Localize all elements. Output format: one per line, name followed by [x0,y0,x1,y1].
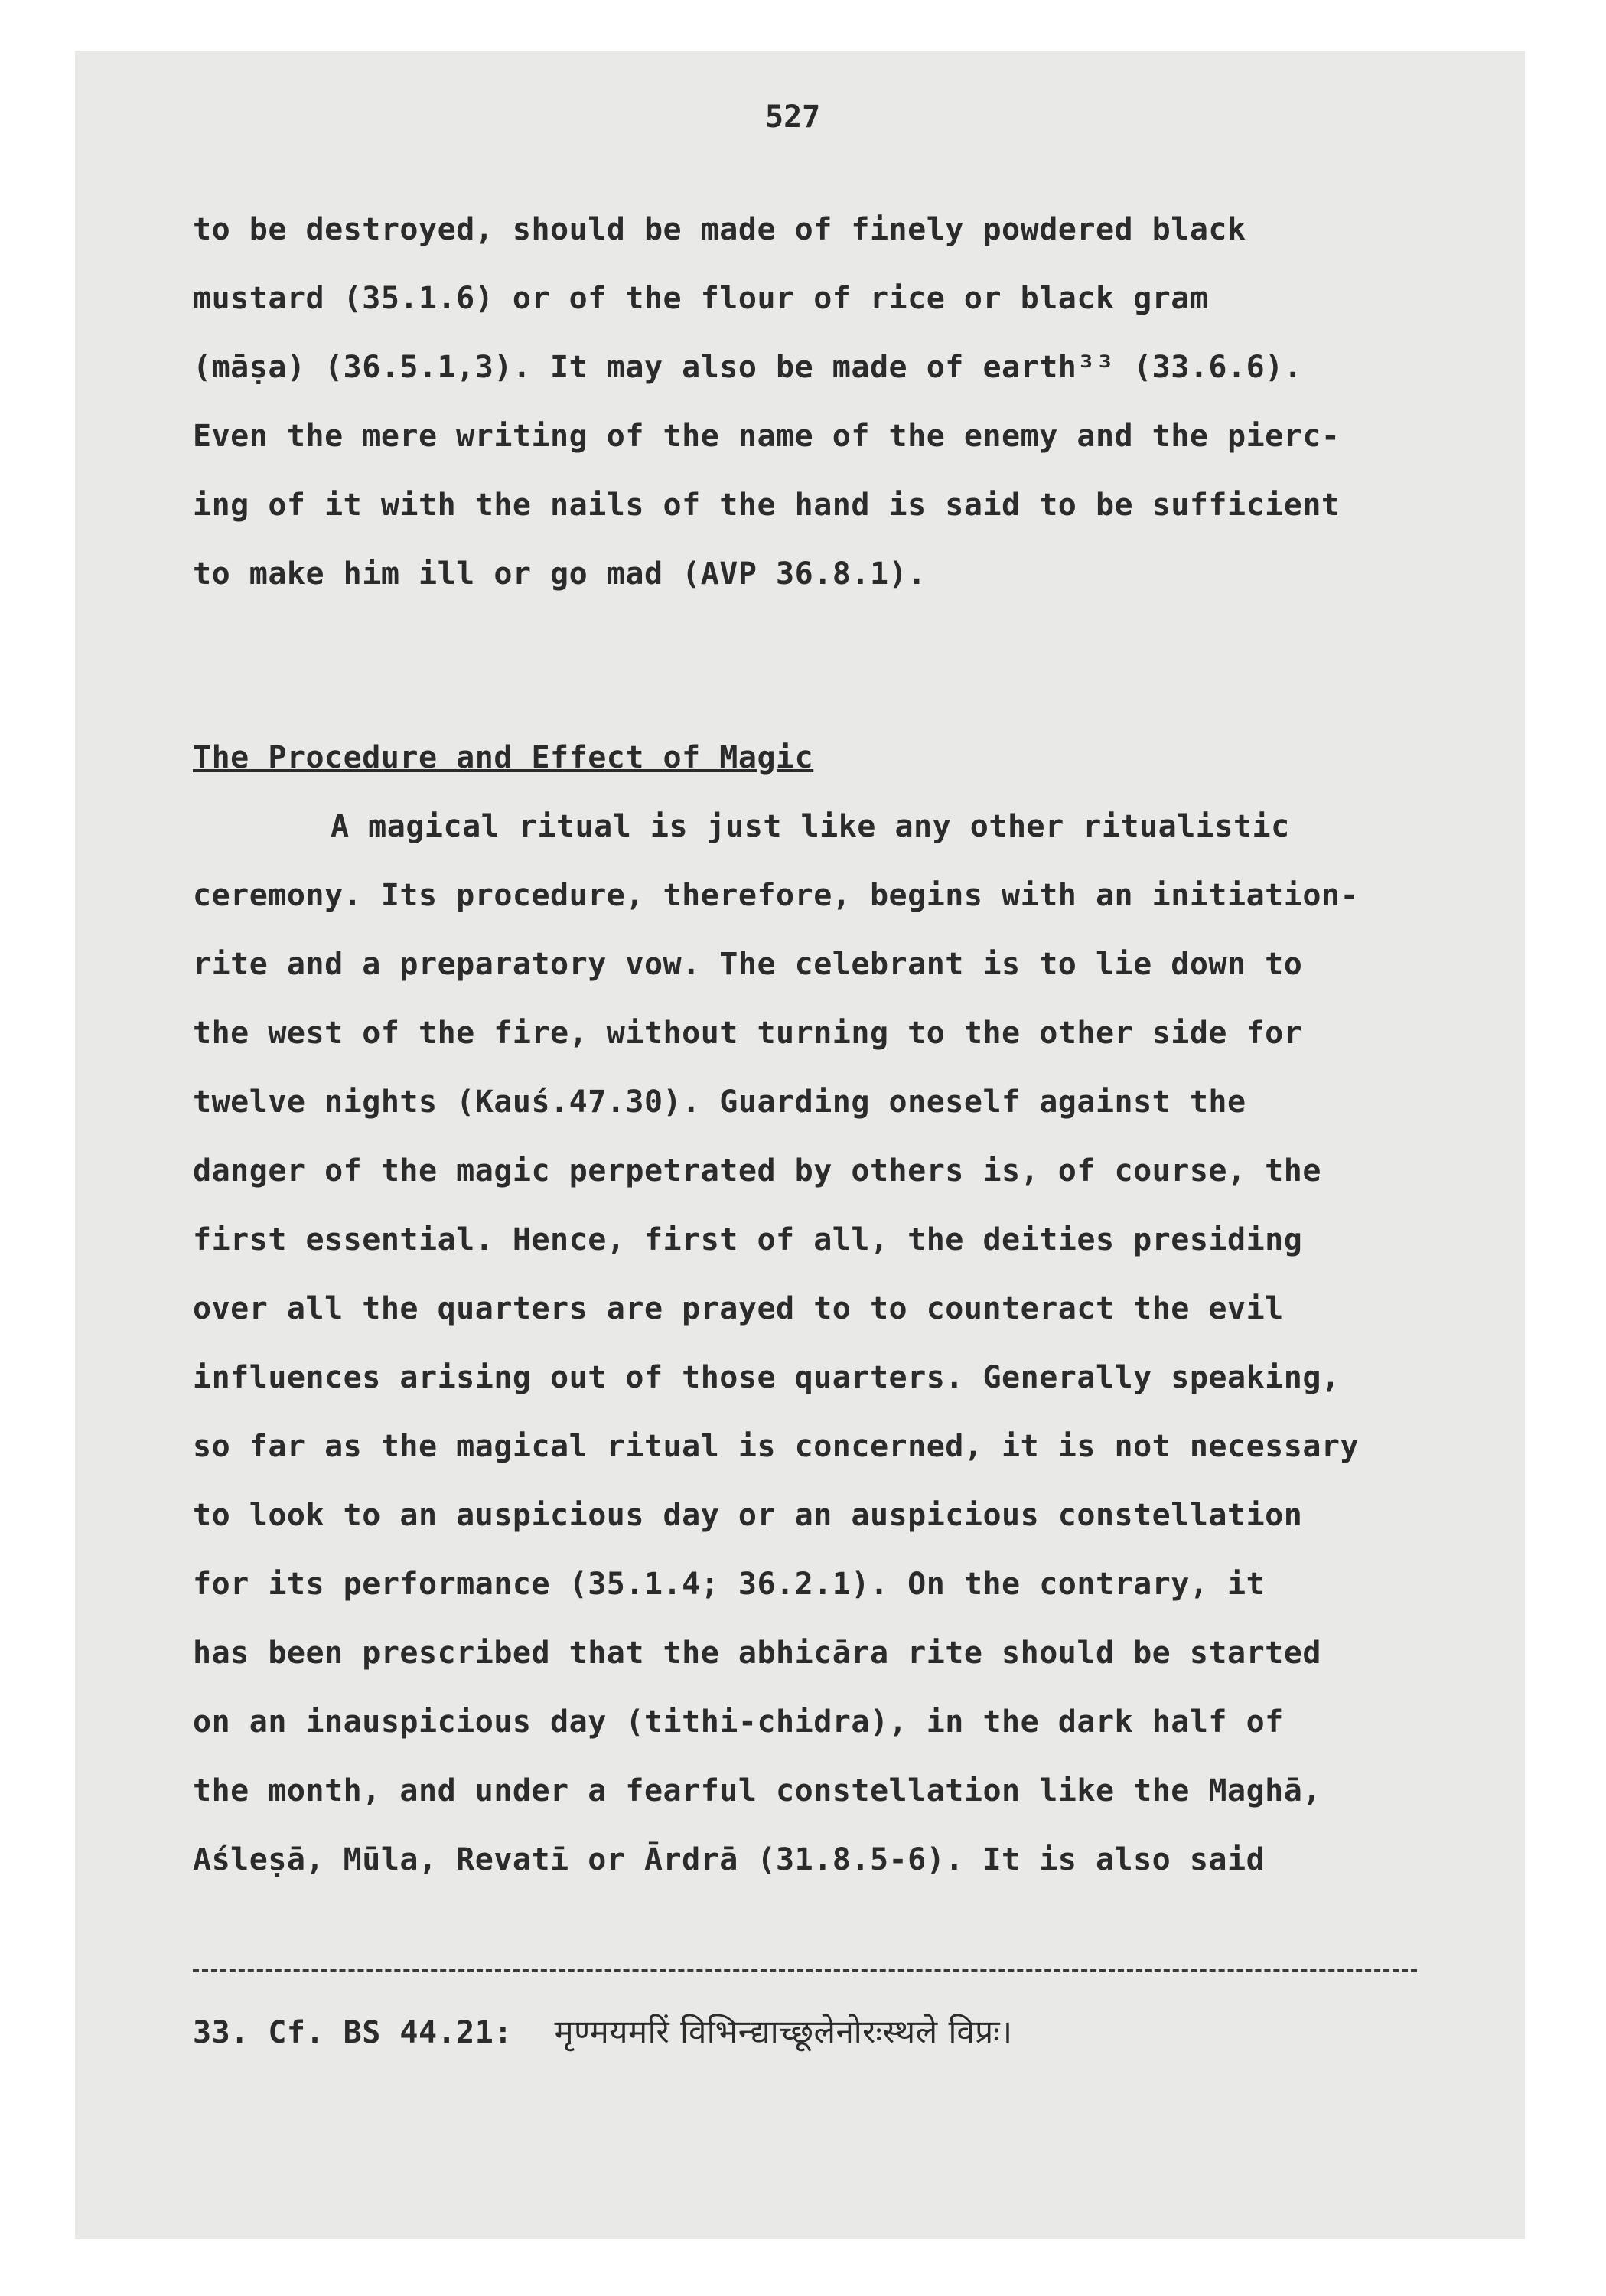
text-line: has been prescribed that the abhicāra rite should be started [193,1636,1321,1671]
text-line: ing of it with the nails of the hand is said to be sufficient [193,488,1341,523]
text-line: to look to an auspicious day or an auspicious constellation [193,1498,1303,1533]
text-line: the west of the fire, without turning to the other side for [193,1016,1303,1051]
footnote [193,1998,1448,2067]
heading-text: The Procedure and Effect of Magic [193,740,814,775]
section-heading [193,723,1448,792]
text-line: to make him ill or go mad (AVP 36.8.1). [193,556,927,592]
text-line: the month, and under a fearful constellation like the Maghā, [193,1773,1321,1808]
paragraph-1 [193,195,1448,608]
text-line: to be destroyed, should be made of finely powdered black [193,212,1246,247]
page-number: 527 [765,99,821,135]
text-line: ceremony. Its procedure, therefore, begins with an initiation- [193,878,1360,913]
text-line: for its performance (35.1.4; 36.2.1). On the contrary, it [193,1567,1266,1602]
footnote-divider [193,1969,1417,1972]
text-line: Even the mere writing of the name of the enemy and the pierc- [193,419,1341,454]
text-line: A magical ritual is just like any other ritualistic [331,809,1290,844]
text-line: over all the quarters are prayed to to counteract the evil [193,1291,1284,1326]
text-line: so far as the magical ritual is concerned, it is not necessary [193,1429,1360,1464]
text-line: twelve nights (Kauś.47.30). Guarding oneself against the [193,1084,1246,1120]
text-line: influences arising out of those quarters. Generally speaking, [193,1360,1341,1395]
text-line: on an inauspicious day (tithi-chidra), in the dark half of [193,1704,1284,1740]
footnote-devanagari-quote: मृण्मयमरिं विभिन्द्याच्छूलेनोरःस्थले विप्रः। [554,2013,1013,2050]
text-line: rite and a preparatory vow. The celebrant is to lie down to [193,947,1303,982]
text-line: first essential. Hence, first of all, the deities presiding [193,1222,1303,1257]
text-line: Aśleṣā, Mūla, Revatī or Ārdrā (31.8.5-6). It is also said [193,1842,1266,1877]
text-line: danger of the magic perpetrated by others is, of course, the [193,1153,1321,1189]
footnote-label: 33. Cf. BS 44.21: [193,2015,513,2050]
text-line: mustard (35.1.6) or of the flour of rice or black gram [193,281,1209,316]
paragraph-2 [193,792,1448,1894]
text-line: (māṣa) (36.5.1,3). It may also be made of earth³³ (33.6.6). [193,350,1303,385]
